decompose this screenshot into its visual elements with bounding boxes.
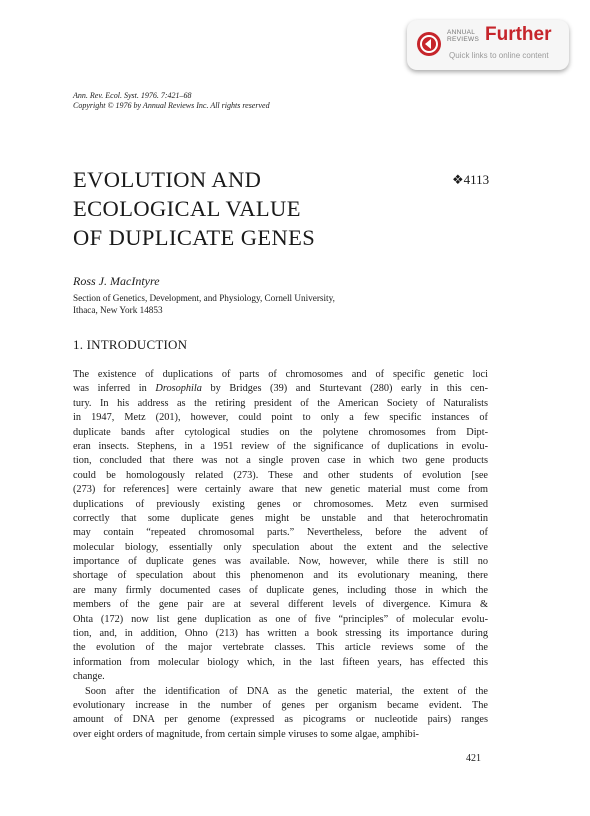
body-text bbox=[73, 368, 488, 742]
body-line: shortage of speculation about this phenomenon and its evolutionary meaning, there bbox=[73, 570, 488, 582]
body-line: eran insects. Stephens, in a 1951 review of the significance of duplications in evolu- bbox=[73, 440, 488, 452]
body-line: Ohta (172) now list gene duplication as one of five “principles” of molecular evolu- bbox=[73, 613, 488, 625]
page-number: 421 bbox=[466, 753, 481, 764]
title-line-3: OF DUPLICATE GENES bbox=[73, 225, 316, 250]
body-line: Soon after the identification of DNA as the genetic material, the extent of the bbox=[85, 685, 488, 697]
further-label: Further bbox=[485, 24, 552, 45]
body-line: molecular biology, essentially only speculation about the extent and the selective bbox=[73, 541, 488, 553]
play-arrow-icon bbox=[417, 32, 441, 56]
body-line: duplications of previously existing genes or chromosomes. Metz even surmised bbox=[73, 498, 488, 510]
body-line: change. bbox=[73, 671, 105, 683]
title-line-2: ECOLOGICAL VALUE bbox=[73, 196, 301, 221]
body-line: duplicate bands after cytological studies on the polytene chromosomes from Dipt- bbox=[73, 426, 488, 438]
copyright-notice: Copyright © 1976 by Annual Reviews Inc. All rights reserved bbox=[73, 101, 270, 110]
body-line: over eight orders of magnitude, from certain simple viruses to some algae, amphibi- bbox=[73, 728, 419, 740]
author-name: Ross J. MacIntyre bbox=[73, 274, 160, 288]
author-affiliation bbox=[73, 292, 335, 316]
body-line: was inferred in Drosophila by Bridges (39) and Sturtevant (280) early in this cen- bbox=[73, 383, 488, 395]
article-code: ❖4113 bbox=[452, 172, 490, 187]
article-title bbox=[73, 165, 315, 252]
body-line: tury. In his address as the retiring president of the American Society of Naturalists bbox=[73, 397, 488, 409]
journal-citation: Ann. Rev. Ecol. Syst. 1976. 7:421–68 bbox=[73, 91, 192, 100]
body-line: information from molecular biology which, in the last fifteen years, has effected this bbox=[73, 656, 488, 668]
affiliation-line-2: Ithaca, New York 14853 bbox=[73, 305, 163, 315]
body-line: are many firmly documented cases of duplicate genes, including those in which the bbox=[73, 584, 488, 596]
body-line: the evolution of the major vertebrate classes. This article reviews some of the bbox=[73, 642, 488, 654]
reviews-label: REVIEWS bbox=[447, 36, 480, 43]
quick-links-label: Quick links to online content bbox=[449, 51, 549, 60]
body-line: members of the gene pair are at several different levels of divergence. Kimura & bbox=[73, 599, 488, 611]
annual-reviews-further-badge[interactable] bbox=[407, 20, 569, 70]
body-line: importance of duplicate genes was available. Now, however, while there is still no bbox=[73, 556, 488, 568]
body-line: evolutionary increase in the number of genes per organism became evident. The bbox=[73, 699, 488, 711]
body-line: in 1947, Metz (201), however, could point to only a few specific instances of bbox=[73, 412, 488, 424]
body-line: The existence of duplications of parts of chromosomes and of specific genetic loci bbox=[73, 369, 488, 380]
body-line: could be homologously related (273). These and other students of evolution [see bbox=[73, 469, 488, 481]
body-line: (273) for references] were certainly aware that new genetic material must come from bbox=[73, 484, 488, 496]
body-line: tion, and, in addition, Ohno (213) has written a book stressing its importance during bbox=[73, 628, 488, 640]
body-line: may contain “repeated chromosomal parts.” Nevertheless, before the advent of bbox=[73, 527, 488, 539]
body-line: amount of DNA per genome (expressed as picograms or nucleotide pairs) ranges bbox=[73, 714, 488, 726]
section-heading: 1. INTRODUCTION bbox=[73, 337, 188, 352]
title-line-1: EVOLUTION AND bbox=[73, 167, 262, 192]
annual-label: ANNUAL bbox=[447, 29, 476, 36]
affiliation-line-1: Section of Genetics, Development, and Physiology, Cornell University, bbox=[73, 293, 335, 303]
annual-reviews-logo-text bbox=[447, 29, 479, 43]
body-line: correctly that some duplicate genes might be unstable and that heterochromatin bbox=[73, 512, 488, 524]
body-line: tion, concluded that there was not a single proven case in which two gene products bbox=[73, 455, 488, 467]
citation-block bbox=[73, 91, 270, 111]
